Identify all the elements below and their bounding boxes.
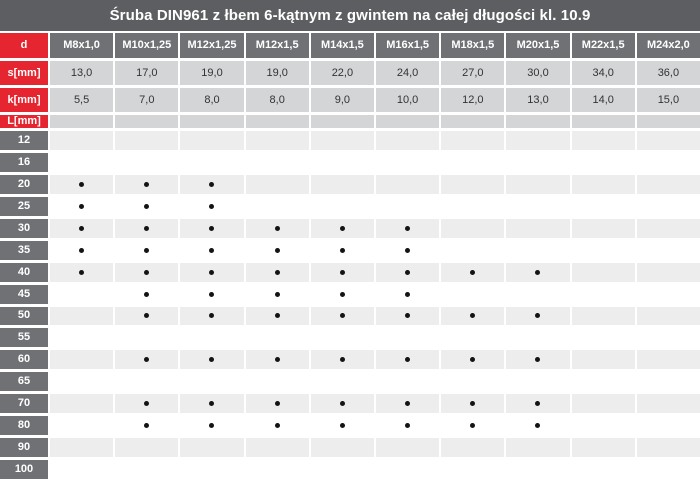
availability-cell: [572, 175, 635, 194]
availability-cell: [180, 131, 243, 150]
availability-dot: [275, 357, 280, 362]
availability-dot: [209, 270, 214, 275]
availability-cell: [180, 219, 243, 238]
availability-cell: [506, 131, 569, 150]
length-row-label: 60: [0, 350, 48, 369]
length-row-label: 30: [0, 219, 48, 238]
availability-cell: [311, 350, 374, 369]
availability-cell: [115, 219, 178, 238]
availability-cell: [246, 416, 309, 435]
length-row-label: 25: [0, 197, 48, 216]
availability-cell: [637, 350, 700, 369]
availability-cell: [441, 175, 504, 194]
availability-cell: [506, 263, 569, 282]
availability-dot: [340, 313, 345, 318]
spec-value-cell: 13,0: [506, 88, 569, 112]
availability-cell: [441, 350, 504, 369]
length-row-label: 90: [0, 438, 48, 457]
availability-dot: [144, 204, 149, 209]
availability-dot: [209, 357, 214, 362]
availability-dot: [144, 182, 149, 187]
availability-cell: [180, 416, 243, 435]
availability-cell: [311, 175, 374, 194]
availability-dot: [144, 248, 149, 253]
availability-cell: [441, 263, 504, 282]
length-row-label: 16: [0, 153, 48, 172]
availability-cell: [311, 460, 374, 479]
spec-row-label: s[mm]: [0, 61, 48, 85]
spec-value-cell: 7,0: [115, 88, 178, 112]
spec-value-cell: 24,0: [376, 61, 439, 85]
availability-cell: [246, 350, 309, 369]
availability-dot: [405, 423, 410, 428]
availability-cell: [115, 438, 178, 457]
availability-cell: [376, 438, 439, 457]
availability-cell: [637, 263, 700, 282]
availability-dot: [209, 226, 214, 231]
spec-value-cell: 5,5: [50, 88, 113, 112]
availability-cell: [311, 328, 374, 347]
availability-cell: [50, 241, 113, 260]
availability-cell: [441, 416, 504, 435]
availability-cell: [115, 416, 178, 435]
length-row-label: 70: [0, 394, 48, 413]
availability-cell: [50, 328, 113, 347]
availability-cell: [637, 131, 700, 150]
availability-cell: [506, 219, 569, 238]
availability-cell: [637, 416, 700, 435]
availability-cell: [115, 285, 178, 304]
availability-cell: [115, 197, 178, 216]
availability-dot: [405, 248, 410, 253]
availability-cell: [180, 153, 243, 172]
availability-cell: [311, 131, 374, 150]
availability-cell: [637, 197, 700, 216]
availability-dot: [144, 292, 149, 297]
column-header: M20x1,5: [506, 33, 569, 58]
availability-cell: [115, 307, 178, 326]
availability-cell: [246, 307, 309, 326]
availability-cell: [506, 460, 569, 479]
availability-dot: [209, 204, 214, 209]
spec-row-label: k[mm]: [0, 88, 48, 112]
availability-dot: [209, 248, 214, 253]
availability-cell: [441, 394, 504, 413]
length-row-label: 50: [0, 307, 48, 326]
availability-cell: [311, 416, 374, 435]
availability-cell: [572, 460, 635, 479]
availability-dot: [340, 248, 345, 253]
availability-cell: [115, 241, 178, 260]
column-header: M12x1,5: [246, 33, 309, 58]
availability-dot: [144, 357, 149, 362]
availability-cell: [50, 307, 113, 326]
availability-dot: [209, 423, 214, 428]
availability-cell: [115, 263, 178, 282]
availability-cell: [115, 153, 178, 172]
availability-cell: [637, 438, 700, 457]
availability-cell: [180, 460, 243, 479]
length-header-cell: [115, 115, 178, 128]
availability-cell: [311, 394, 374, 413]
spec-value-cell: 19,0: [180, 61, 243, 85]
availability-cell: [311, 307, 374, 326]
availability-cell: [376, 328, 439, 347]
availability-cell: [572, 372, 635, 391]
availability-cell: [441, 307, 504, 326]
availability-dot: [275, 292, 280, 297]
availability-cell: [572, 263, 635, 282]
availability-cell: [311, 197, 374, 216]
spec-value-cell: 10,0: [376, 88, 439, 112]
availability-cell: [506, 285, 569, 304]
availability-cell: [376, 416, 439, 435]
availability-cell: [376, 372, 439, 391]
length-header-cell: [376, 115, 439, 128]
availability-dot: [470, 423, 475, 428]
availability-cell: [115, 131, 178, 150]
availability-cell: [506, 438, 569, 457]
availability-cell: [115, 372, 178, 391]
availability-dot: [405, 270, 410, 275]
availability-cell: [311, 263, 374, 282]
availability-cell: [50, 438, 113, 457]
availability-dot: [470, 357, 475, 362]
availability-cell: [50, 372, 113, 391]
spec-value-cell: 27,0: [441, 61, 504, 85]
availability-dot: [79, 270, 84, 275]
availability-cell: [246, 372, 309, 391]
availability-cell: [311, 438, 374, 457]
availability-cell: [572, 394, 635, 413]
availability-cell: [572, 197, 635, 216]
length-row-label: 40: [0, 263, 48, 282]
spec-value-cell: 17,0: [115, 61, 178, 85]
availability-cell: [246, 131, 309, 150]
availability-cell: [180, 241, 243, 260]
length-header-cell: [180, 115, 243, 128]
column-header: M10x1,25: [115, 33, 178, 58]
length-row-label: 20: [0, 175, 48, 194]
availability-cell: [506, 241, 569, 260]
availability-cell: [50, 416, 113, 435]
availability-cell: [572, 416, 635, 435]
availability-cell: [50, 394, 113, 413]
availability-cell: [180, 438, 243, 457]
availability-cell: [311, 219, 374, 238]
availability-cell: [50, 175, 113, 194]
availability-dot: [275, 270, 280, 275]
availability-cell: [376, 153, 439, 172]
availability-cell: [115, 350, 178, 369]
availability-cell: [180, 263, 243, 282]
availability-cell: [180, 394, 243, 413]
availability-cell: [637, 460, 700, 479]
availability-cell: [376, 197, 439, 216]
availability-cell: [311, 153, 374, 172]
availability-cell: [441, 460, 504, 479]
spec-value-cell: 22,0: [311, 61, 374, 85]
availability-dot: [405, 292, 410, 297]
spec-value-cell: 15,0: [637, 88, 700, 112]
availability-cell: [572, 285, 635, 304]
availability-cell: [50, 219, 113, 238]
length-row-label: 35: [0, 241, 48, 260]
availability-dot: [144, 401, 149, 406]
availability-cell: [441, 131, 504, 150]
availability-cell: [311, 372, 374, 391]
availability-cell: [572, 438, 635, 457]
availability-cell: [376, 263, 439, 282]
length-header-cell: [311, 115, 374, 128]
column-header: M14x1,5: [311, 33, 374, 58]
availability-cell: [115, 328, 178, 347]
length-row-label: 80: [0, 416, 48, 435]
availability-cell: [246, 328, 309, 347]
availability-cell: [246, 175, 309, 194]
availability-cell: [637, 241, 700, 260]
column-header: M12x1,25: [180, 33, 243, 58]
availability-dot: [535, 270, 540, 275]
availability-cell: [246, 219, 309, 238]
length-header-cell: [637, 115, 700, 128]
availability-cell: [376, 460, 439, 479]
availability-cell: [180, 285, 243, 304]
availability-cell: [50, 131, 113, 150]
availability-cell: [506, 307, 569, 326]
availability-cell: [637, 219, 700, 238]
availability-cell: [506, 153, 569, 172]
availability-cell: [115, 460, 178, 479]
availability-cell: [572, 350, 635, 369]
availability-cell: [180, 197, 243, 216]
availability-cell: [441, 197, 504, 216]
availability-cell: [311, 285, 374, 304]
availability-cell: [50, 263, 113, 282]
availability-cell: [376, 175, 439, 194]
availability-cell: [115, 175, 178, 194]
availability-cell: [50, 285, 113, 304]
length-row-label: 55: [0, 328, 48, 347]
availability-dot: [144, 226, 149, 231]
availability-dot: [275, 226, 280, 231]
availability-cell: [180, 307, 243, 326]
availability-cell: [246, 394, 309, 413]
availability-cell: [441, 285, 504, 304]
table-title: Śruba DIN961 z łbem 6-kątnym z gwintem na całej długości kl. 10.9: [0, 0, 700, 31]
availability-cell: [506, 175, 569, 194]
spec-value-cell: 8,0: [246, 88, 309, 112]
availability-cell: [506, 372, 569, 391]
availability-dot: [535, 401, 540, 406]
availability-cell: [637, 307, 700, 326]
availability-dot: [405, 357, 410, 362]
availability-cell: [376, 394, 439, 413]
availability-dot: [340, 270, 345, 275]
availability-cell: [246, 263, 309, 282]
column-header: M22x1,5: [572, 33, 635, 58]
availability-cell: [246, 153, 309, 172]
availability-dot: [405, 401, 410, 406]
length-header-cell: [506, 115, 569, 128]
spec-value-cell: 8,0: [180, 88, 243, 112]
availability-cell: [572, 153, 635, 172]
availability-dot: [79, 248, 84, 253]
availability-cell: [572, 307, 635, 326]
availability-cell: [441, 438, 504, 457]
availability-cell: [637, 372, 700, 391]
corner-header-d: d: [0, 33, 48, 58]
availability-dot: [405, 313, 410, 318]
availability-cell: [637, 175, 700, 194]
availability-cell: [180, 372, 243, 391]
availability-dot: [340, 357, 345, 362]
availability-dot: [470, 270, 475, 275]
spec-value-cell: 13,0: [50, 61, 113, 85]
length-header-cell: [50, 115, 113, 128]
availability-dot: [470, 401, 475, 406]
availability-cell: [376, 219, 439, 238]
availability-cell: [180, 328, 243, 347]
availability-cell: [311, 241, 374, 260]
availability-cell: [246, 241, 309, 260]
length-row-label: 100: [0, 460, 48, 479]
availability-dot: [209, 182, 214, 187]
availability-cell: [376, 131, 439, 150]
availability-dot: [535, 357, 540, 362]
spec-value-cell: 34,0: [572, 61, 635, 85]
availability-cell: [50, 460, 113, 479]
availability-dot: [275, 313, 280, 318]
availability-dot: [275, 423, 280, 428]
availability-cell: [376, 285, 439, 304]
length-row-label: 45: [0, 285, 48, 304]
length-header-cell: [246, 115, 309, 128]
availability-dot: [79, 182, 84, 187]
availability-cell: [441, 153, 504, 172]
availability-cell: [637, 394, 700, 413]
availability-cell: [50, 350, 113, 369]
availability-cell: [246, 438, 309, 457]
availability-cell: [572, 328, 635, 347]
availability-cell: [376, 241, 439, 260]
availability-cell: [376, 350, 439, 369]
availability-cell: [506, 394, 569, 413]
spec-value-cell: 19,0: [246, 61, 309, 85]
availability-dot: [144, 313, 149, 318]
din961-availability-table: [0, 33, 700, 479]
availability-cell: [637, 285, 700, 304]
spec-value-cell: 12,0: [441, 88, 504, 112]
availability-dot: [535, 423, 540, 428]
availability-dot: [340, 423, 345, 428]
column-header: M24x2,0: [637, 33, 700, 58]
availability-dot: [209, 313, 214, 318]
availability-cell: [441, 241, 504, 260]
availability-cell: [376, 307, 439, 326]
availability-cell: [50, 197, 113, 216]
availability-cell: [246, 460, 309, 479]
availability-dot: [209, 292, 214, 297]
availability-cell: [637, 153, 700, 172]
availability-cell: [441, 219, 504, 238]
spec-value-cell: 36,0: [637, 61, 700, 85]
availability-dot: [535, 313, 540, 318]
length-row-label: 12: [0, 131, 48, 150]
column-header: M8x1,0: [50, 33, 113, 58]
availability-cell: [506, 328, 569, 347]
availability-cell: [506, 350, 569, 369]
availability-dot: [340, 226, 345, 231]
availability-cell: [506, 416, 569, 435]
availability-dot: [340, 401, 345, 406]
availability-dot: [144, 270, 149, 275]
column-header: M18x1,5: [441, 33, 504, 58]
spec-value-cell: 9,0: [311, 88, 374, 112]
length-row-label: 65: [0, 372, 48, 391]
availability-cell: [637, 328, 700, 347]
length-header-cell: [441, 115, 504, 128]
availability-dot: [79, 226, 84, 231]
availability-dot: [79, 204, 84, 209]
spec-value-cell: 14,0: [572, 88, 635, 112]
column-header: M16x1,5: [376, 33, 439, 58]
availability-dot: [340, 292, 345, 297]
length-header-cell: [572, 115, 635, 128]
availability-cell: [115, 394, 178, 413]
availability-dot: [209, 401, 214, 406]
availability-cell: [572, 241, 635, 260]
availability-cell: [246, 197, 309, 216]
availability-dot: [470, 313, 475, 318]
availability-cell: [441, 328, 504, 347]
availability-cell: [180, 350, 243, 369]
availability-dot: [405, 226, 410, 231]
availability-cell: [246, 285, 309, 304]
availability-cell: [180, 175, 243, 194]
availability-cell: [506, 197, 569, 216]
availability-dot: [144, 423, 149, 428]
availability-cell: [572, 131, 635, 150]
availability-cell: [441, 372, 504, 391]
availability-cell: [50, 153, 113, 172]
availability-dot: [275, 248, 280, 253]
availability-cell: [572, 219, 635, 238]
length-header-label: L[mm]: [0, 115, 48, 128]
spec-value-cell: 30,0: [506, 61, 569, 85]
availability-dot: [275, 401, 280, 406]
